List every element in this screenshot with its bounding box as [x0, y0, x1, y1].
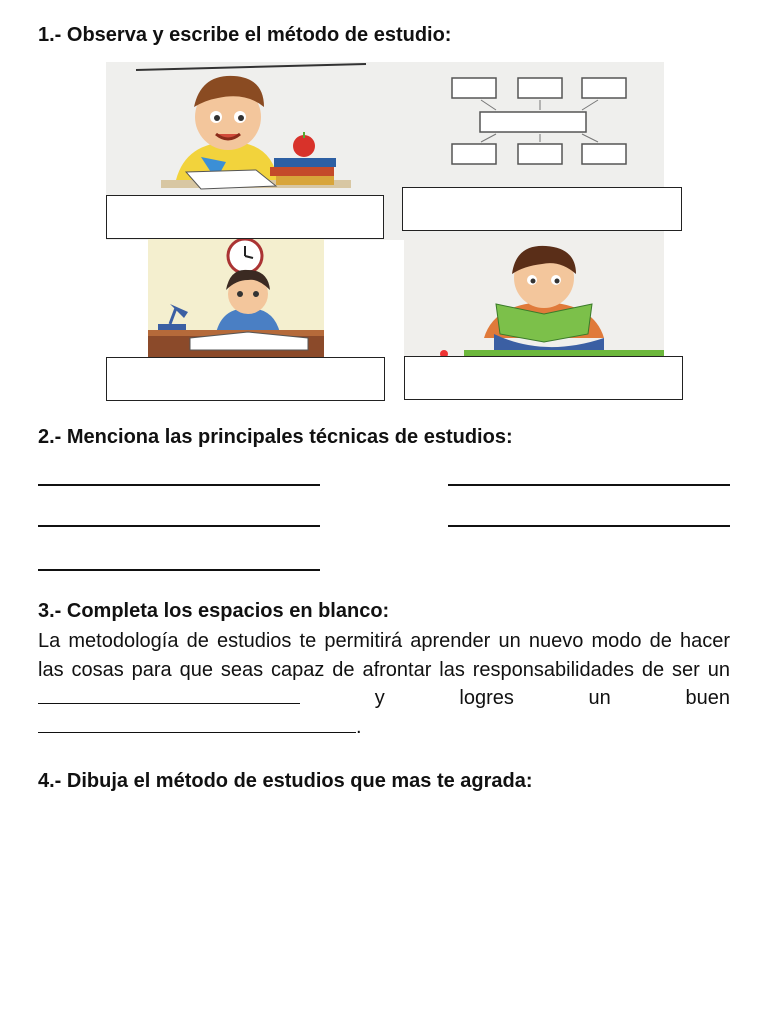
girl-studying-icon — [148, 238, 324, 358]
boy-reading-icon — [404, 238, 664, 358]
section-4-title: 4.- Dibuja el método de estudios que mas te agrada: — [38, 770, 533, 792]
drawing-area[interactable] — [38, 810, 730, 1000]
answer-box-4[interactable] — [404, 356, 683, 400]
paragraph-text-start: buen — [685, 687, 731, 709]
answer-line-5[interactable] — [38, 569, 320, 571]
answer-box-3[interactable] — [106, 357, 385, 401]
answer-line-3[interactable] — [38, 525, 320, 527]
answer-box-2[interactable] — [402, 187, 682, 231]
answer-line-2[interactable] — [448, 484, 730, 486]
illustration-boy-reading — [404, 238, 664, 358]
section-3-title: 3.- Completa los espacios en blanco: — [38, 600, 390, 622]
paragraph-period: . — [356, 715, 362, 738]
paragraph-text: La metodología de estudios te permitirá aprender un nuevo modo de hacer las cosas para que seas capaz de afrontar las responsabilidades de ser un — [38, 630, 730, 681]
section-2-title: 2.- Menciona las principales técnicas de estudios: — [38, 426, 513, 448]
answer-box-1[interactable] — [106, 195, 384, 239]
paragraph-text-between: y logres un — [374, 687, 611, 709]
answer-line-1[interactable] — [38, 484, 320, 486]
answer-line-4[interactable] — [448, 525, 730, 527]
fill-in-paragraph — [38, 627, 730, 741]
illustration-girl-studying — [148, 238, 324, 358]
blank-2[interactable] — [38, 714, 356, 733]
section-1-title: 1.- Observa y escribe el método de estudio: — [38, 24, 452, 46]
blank-1[interactable] — [38, 685, 300, 704]
